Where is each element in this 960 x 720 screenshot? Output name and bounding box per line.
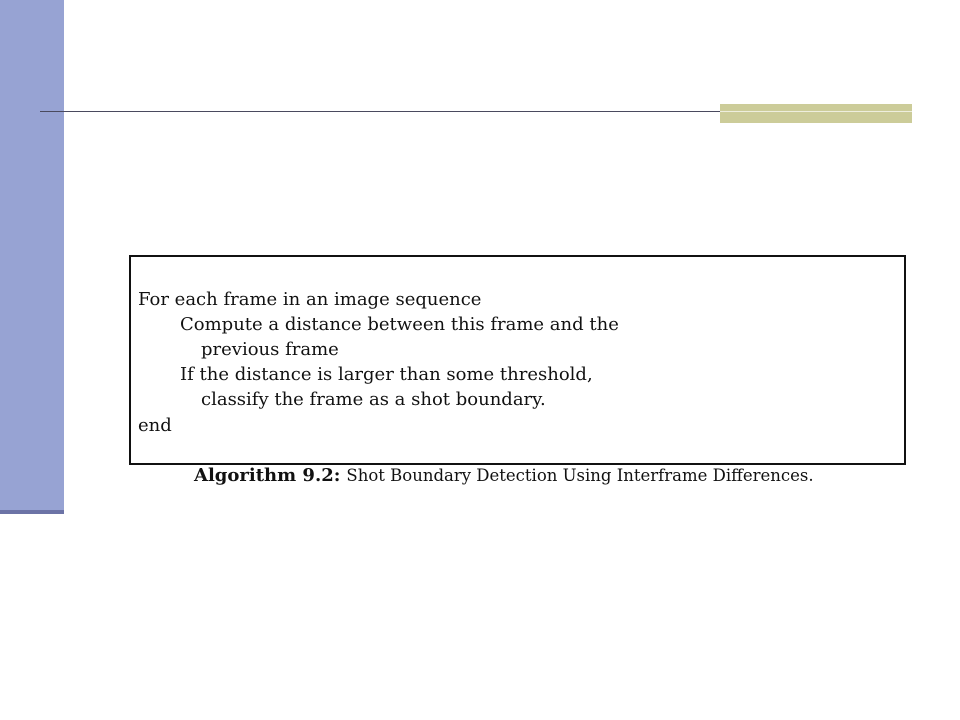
- algorithm-line: If the distance is larger than some threshold,: [180, 364, 593, 385]
- algorithm-line: end: [138, 415, 172, 436]
- slide-sidebar-edge: [0, 510, 64, 514]
- algorithm-caption: [194, 464, 814, 488]
- algorithm-line: previous frame: [201, 339, 339, 360]
- title-rule-line: [40, 111, 720, 112]
- caption-label: Algorithm 9.2:: [194, 465, 341, 486]
- algorithm-line: Compute a distance between this frame and the: [180, 314, 619, 335]
- algorithm-line: classify the frame as a shot boundary.: [201, 389, 546, 410]
- slide-sidebar-decoration: [0, 0, 64, 510]
- title-accent-block: [720, 104, 912, 123]
- title-accent-stripe: [720, 111, 912, 112]
- algorithm-line: For each frame in an image sequence: [138, 289, 482, 310]
- algorithm-box: [129, 255, 906, 465]
- caption-text: Shot Boundary Detection Using Interframe Differences.: [346, 466, 814, 485]
